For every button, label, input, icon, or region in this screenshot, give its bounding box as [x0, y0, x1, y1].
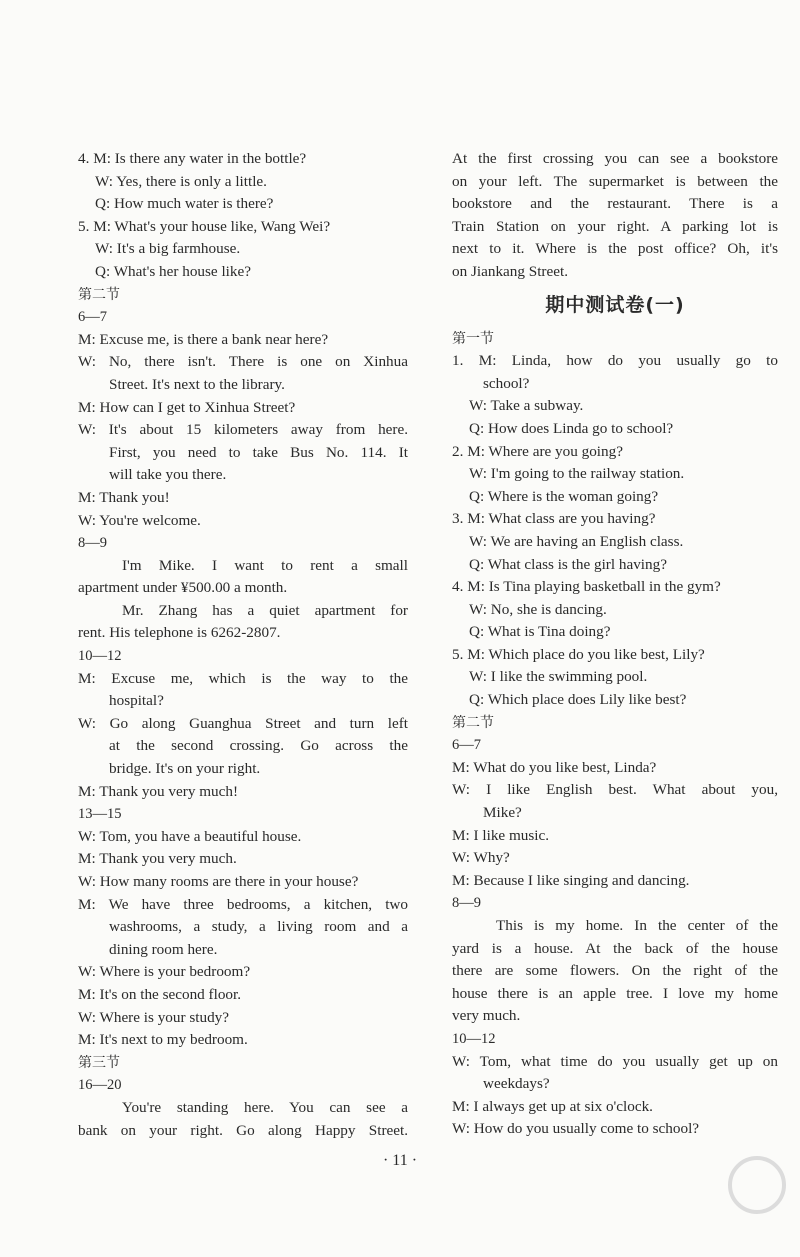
text-line: 第二节 [78, 286, 120, 303]
text-line: 第三节 [78, 1054, 120, 1071]
text-line: M: I like music. [452, 826, 550, 844]
text-line: M: It's next to my bedroom. [78, 1031, 248, 1049]
text-line: yard is a house. At the back of the house [452, 939, 778, 957]
text-line: hospital? [109, 692, 164, 710]
text-line: W: Take a subway. [469, 397, 584, 415]
text-line: M: Thank you! [78, 488, 170, 506]
text-line: 8—9 [78, 535, 107, 552]
text-line: First, you need to take Bus No. 114. It [109, 443, 408, 461]
text-line: W: Yes, there is only a little. [95, 172, 267, 190]
text-line: W: No, there isn't. There is one on Xinhua [78, 353, 408, 371]
text-line: W: Tom, what time do you usually get up on [452, 1052, 778, 1070]
text-line: Q: How does Linda go to school? [469, 419, 674, 437]
text-line: 1. M: Linda, how do you usually go to [452, 352, 778, 370]
text-line: Q: What is Tina doing? [469, 623, 611, 641]
page-number: · 11 · [382, 1152, 418, 1169]
text-line: W: Where is your study? [78, 1008, 229, 1026]
text-line: 第二节 [452, 714, 494, 731]
text-line: school? [483, 374, 530, 392]
text-line: M: Thank you very much! [78, 782, 239, 800]
text-line: M: How can I get to Xinhua Street? [78, 398, 296, 416]
text-line: 5. M: What's your house like, Wang Wei? [78, 217, 331, 235]
text-line: 5. M: Which place do you like best, Lily? [452, 645, 705, 663]
text-line: W: I'm going to the railway station. [469, 465, 685, 483]
text-line: M: It's on the second floor. [78, 985, 242, 1003]
text-line: Q: What class is the girl having? [469, 555, 667, 573]
text-line: Q: Which place does Lily like best? [469, 691, 687, 709]
text-line: 3. M: What class are you having? [452, 510, 656, 528]
text-line: there are some flowers. On the right of the [452, 962, 778, 980]
text-line: on your left. The supermarket is between the [452, 172, 778, 190]
exam-title: 期中测试卷(一) [545, 293, 685, 316]
text-line: dining room here. [109, 940, 218, 958]
text-line: W: Why? [452, 849, 510, 867]
text-line: Mr. Zhang has a quiet apartment for [122, 601, 408, 619]
text-line: At the first crossing you can see a bookstore [452, 150, 778, 167]
text-line: bank on your right. Go along Happy Street. [78, 1121, 408, 1139]
right-top-text [452, 148, 778, 284]
text-line: Q: What's her house like? [95, 262, 251, 280]
text-line: 10—12 [78, 648, 122, 665]
text-line: M: I always get up at six o'clock. [452, 1097, 653, 1115]
text-line: at the second crossing. Go across the [109, 737, 408, 755]
text-line: Q: Where is the woman going? [469, 487, 659, 505]
text-line: W: It's a big farmhouse. [95, 240, 241, 258]
text-line: apartment under ¥500.00 a month. [78, 579, 288, 597]
text-line: I'm Mike. I want to rent a small [122, 556, 408, 574]
text-line: M: Thank you very much. [78, 850, 237, 868]
watermark-logo-circle [728, 1156, 786, 1214]
text-line: bridge. It's on your right. [109, 760, 261, 778]
text-line: 4. M: Is Tina playing basketball in the gym? [452, 578, 721, 596]
text-line: 4. M: Is there any water in the bottle? [78, 150, 307, 167]
text-line: 10—12 [452, 1030, 496, 1047]
text-line: 6—7 [452, 737, 481, 754]
text-line: W: It's about 15 kilometers away from here. [78, 421, 408, 439]
text-line: W: We are having an English class. [469, 532, 684, 550]
text-line: 16—20 [78, 1077, 122, 1094]
text-line: W: How do you usually come to school? [452, 1120, 700, 1138]
text-line: W: Where is your bedroom? [78, 963, 251, 981]
text-line: rent. His telephone is 6262-2807. [78, 624, 281, 642]
text-line: 8—9 [452, 895, 481, 912]
text-line: 6—7 [78, 309, 107, 326]
text-line: next to it. Where is the post office? Oh, it's [452, 240, 778, 258]
text-line: W: I like the swimming pool. [469, 668, 648, 686]
text-line: Mike? [483, 804, 522, 822]
text-line: M: Excuse me, which is the way to the [78, 669, 408, 687]
text-line: washrooms, a study, a living room and a [109, 918, 408, 936]
text-line: 13—15 [78, 806, 122, 823]
text-line: Q: How much water is there? [95, 195, 274, 213]
text-line: will take you there. [109, 466, 227, 484]
text-line: Train Station on your right. A parking lot is [452, 217, 778, 235]
text-line: Street. It's next to the library. [109, 375, 285, 393]
text-line: You're standing here. You can see a [122, 1098, 408, 1116]
text-line: bookstore and the restaurant. There is a [452, 195, 778, 213]
text-line: weekdays? [483, 1075, 550, 1093]
text-line: 第一节 [452, 330, 494, 347]
text-line: house there is an apple tree. I love my home [452, 984, 778, 1002]
text-line: M: Because I like singing and dancing. [452, 871, 690, 889]
text-line: 2. M: Where are you going? [452, 442, 623, 460]
text-line: very much. [452, 1007, 521, 1025]
right-column [452, 148, 778, 1141]
text-line: M: We have three bedrooms, a kitchen, two [78, 895, 408, 913]
text-line: W: Tom, you have a beautiful house. [78, 827, 302, 845]
right-bottom-text [452, 328, 778, 1141]
text-line: This is my home. In the center of the [496, 917, 778, 934]
text-line: W: Go along Guanghua Street and turn left [78, 714, 408, 732]
text-line: W: I like English best. What about you, [452, 781, 778, 799]
text-line: M: What do you like best, Linda? [452, 758, 657, 776]
text-line: W: You're welcome. [78, 511, 201, 529]
text-line: W: No, she is dancing. [469, 600, 607, 618]
text-line: M: Excuse me, is there a bank near here? [78, 330, 329, 348]
text-line: W: How many rooms are there in your house? [78, 873, 359, 890]
text-line: on Jiankang Street. [452, 262, 568, 280]
left-column [78, 148, 408, 1142]
